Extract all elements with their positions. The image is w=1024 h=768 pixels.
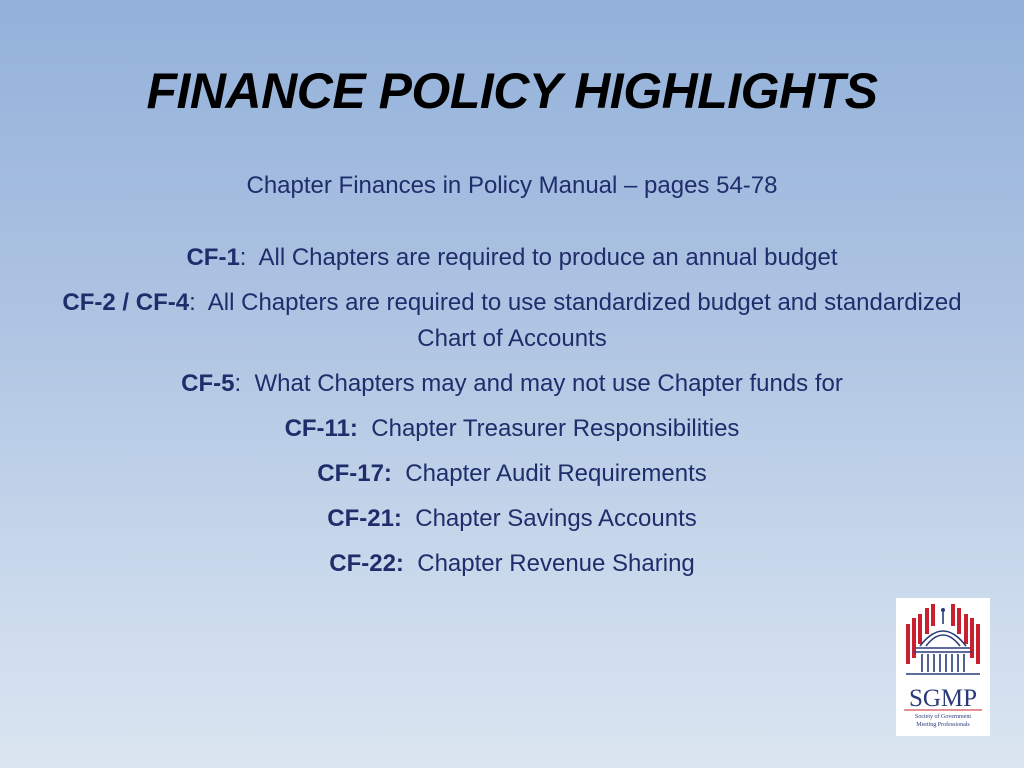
policy-text: What Chapters may and may not use Chapter funds for: [254, 370, 843, 397]
policy-code: CF-11:: [284, 415, 358, 442]
logo-line2: Meeting Professionals: [916, 722, 970, 728]
slide-title: FINANCE POLICY HIGHLIGHTS: [146, 63, 878, 119]
policy-item: [50, 366, 974, 402]
policy-code: CF-22:: [329, 550, 404, 577]
logo-line1: Society of Government: [915, 714, 971, 720]
policy-separator: :: [234, 370, 255, 397]
policy-item: [50, 411, 974, 447]
policy-code: CF-2 / CF-4: [62, 289, 190, 316]
policy-code: CF-1: [186, 244, 240, 271]
policy-text: Chapter Revenue Sharing: [417, 550, 695, 577]
policy-text: Chapter Audit Requirements: [405, 460, 707, 487]
policy-text: All Chapters are required to produce an annual budget: [258, 244, 838, 271]
policy-item: [50, 285, 974, 357]
sgmp-logo: [896, 598, 990, 736]
slide-subtitle: Chapter Finances in Policy Manual – pages 54-78: [246, 172, 778, 199]
policy-text: All Chapters are required to use standardized budget and standardized Chart of Accounts: [207, 289, 962, 352]
policy-code: CF-5: [181, 370, 235, 397]
policy-code: CF-17:: [317, 460, 392, 487]
policy-text: Chapter Savings Accounts: [415, 505, 697, 532]
policy-text: Chapter Treasurer Responsibilities: [371, 415, 740, 442]
policy-item: [50, 546, 974, 582]
policy-separator: :: [239, 244, 259, 271]
policy-item: [50, 501, 974, 537]
logo-abbr: SGMP: [908, 685, 978, 712]
policy-separator: [404, 550, 417, 577]
policy-separator: [402, 505, 415, 532]
slide-content: [50, 168, 974, 591]
policy-separator: [392, 460, 405, 487]
policy-item: [50, 456, 974, 492]
policy-separator: [358, 415, 371, 442]
policy-item: [50, 240, 974, 276]
policy-separator: :: [189, 289, 208, 316]
policy-code: CF-21:: [327, 505, 402, 532]
capitol-dome-icon: [896, 598, 990, 736]
